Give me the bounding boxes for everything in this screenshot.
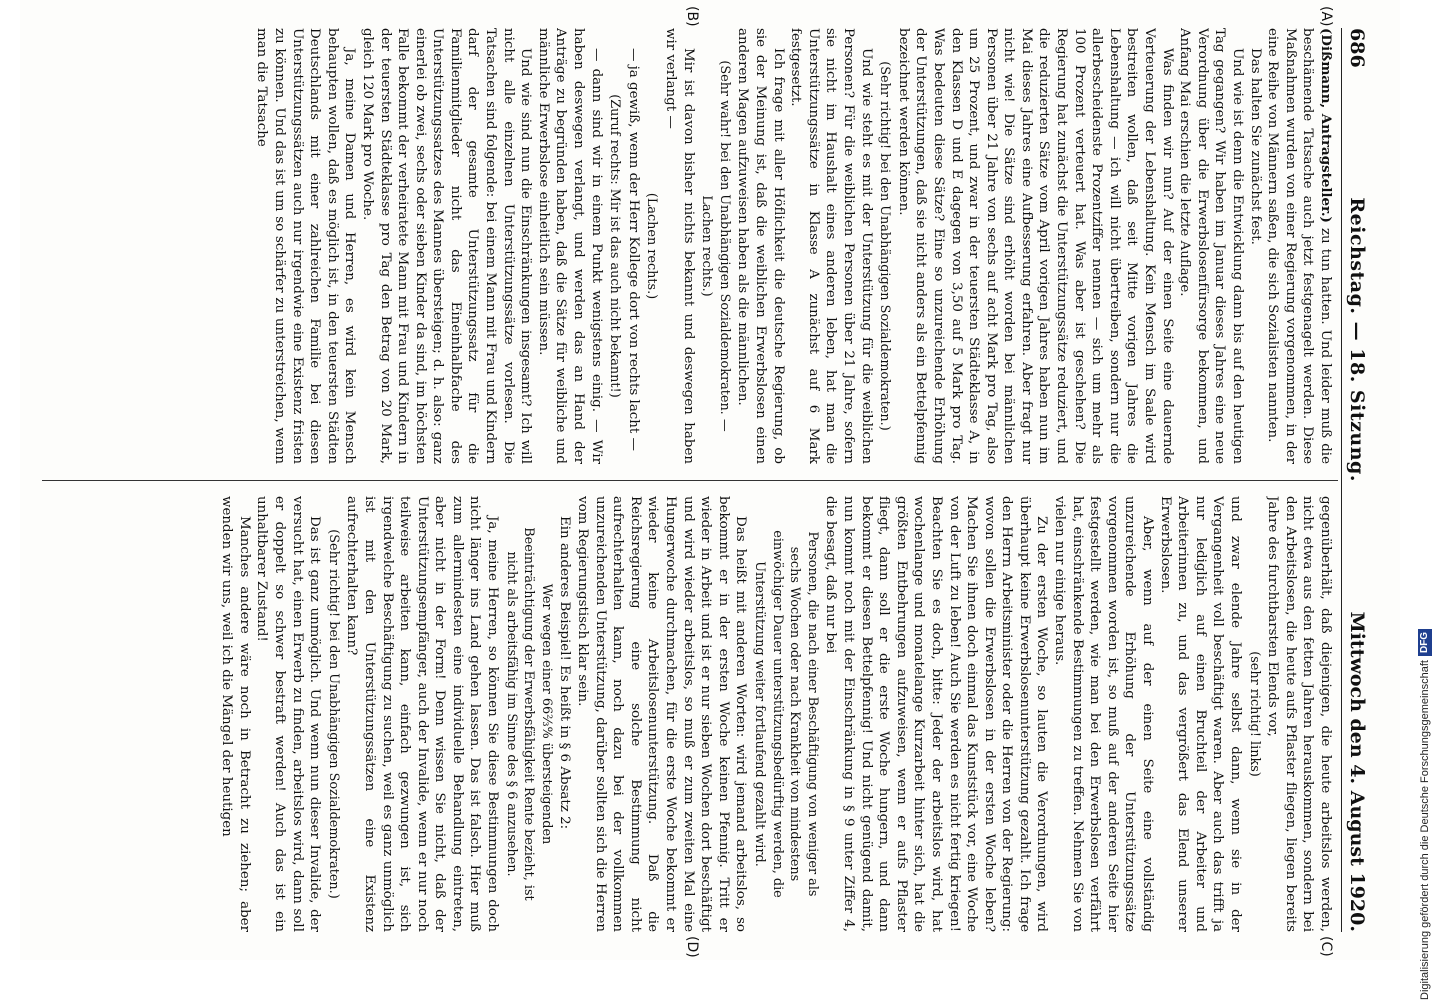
paragraph: Und wie ist denn die Entwicklung dann bis auf den heutigen Tag gegangen? Wir haben im Januar dieses Jahres eine neue Verordnung über die Erwerbslosenfürsorge bekommen, und Anfang Mai erschien die letzte Auflage. <box>1177 28 1246 464</box>
margin-marker-d: (D) <box>684 936 700 958</box>
margin-marker-a: (A) <box>1318 6 1334 27</box>
page-number: 686 <box>1346 28 1368 68</box>
column-divider <box>42 480 1338 481</box>
right-text-column <box>44 496 1334 932</box>
digitization-credit-strip <box>1412 0 1434 1000</box>
paragraph: Ja, meine Herren, so können Sie diese Bestimmungen doch nicht länger ins Land gehen lassen. Das ist falsch. Hier muß zum allermindesten eine individuelle Behandlung eintreten, aber nicht in der Form! Denn wissen Sie nicht, daß der Unterstützungsempfänger, auch der Invalide, wenn er nur noch teilweise arbeiten kann, einfach gezwungen ist, sich irgendwelche Beschäftigung zu suchen, weil es ganz unmöglich ist mit den Unterstützungssätzen eine Existenz aufrechterhalten kann? <box>344 496 501 932</box>
rotated-scanned-page <box>20 0 1400 960</box>
margin-marker-c: (C) <box>1318 936 1334 957</box>
paragraph: Das heißt mit anderen Worten: wird jemand arbeitslos, so bekommt er in der ersten Woche keinen Pfennig. Tritt er wieder in Arbeit und ist er nur sieben Wochen dort beschäftigt und wird wieder arbeitslos, so muß er zum zweiten Mal eine Hungerwoche durchmachen, für die erste Woche bekommt er wieder keine Arbeitslosenunterstützung. Daß die Reichsregierung eine solche Bestimmung nicht aufrechterhalten kann, noch dazu bei der vollkommen unzureichenden Unterstützung, darüber sollten sich die Herren vom Regierungstisch klar sein. <box>575 496 749 932</box>
session-date: Mittwoch den 4. August 1920. <box>1346 611 1368 932</box>
interjection: (Zuruf rechts: Mir ist das auch nicht bekannt!) <box>607 94 623 398</box>
dfg-logo: DFG <box>1418 629 1432 656</box>
paragraph: Und wie sind nun die Einschränkungen insgesamt? Ich will nicht alle einzelnen Unterstützungssätze vorlesen. Die Tatsachen sind folgende: bei einem Mann mit Frau und Kindern darf der gesamte Unterstützungssatz für die Familienmitglieder nicht das Eineinhalbfache des Unterstützungssatzes des Mannes übersteigen; d. h. also: ganz einerlei ob zwei, sechs oder sieben Kinder da sind, im höchsten Falle bekommt der verheiratete Mann mit Frau und Kindern in der teuersten Städteklasse pro Tag den Betrag von 20 Mark, gleich 120 Mark pro Woche. <box>359 28 534 464</box>
digitization-note: Digitalisierung gefördert durch die Deutsche Forschungsgemeinschaft <box>1419 660 1431 1000</box>
paragraph: Zu der ersten Woche, so lauten die Verordnungen, wird überhaupt keine Erwerbslosenunterstützung gezahlt. Ich frage den Herrn Arbeitsminister oder die Herren von der Regierung: wovon sollen die Erwerbslosen in der ersten Woche leben? Machen Sie ihnen doch einmal das Kunststück vor, eine Woche von der Luft zu leben! Auch Sie werden es nicht fertig kriegen! Beachten Sie es doch, bitte: Jeder der arbeitslos wird, hat wochenlange und monatelange Kurzarbeit hinter sich, hat die größten Entbehrungen aufzuweisen, wenn er aufs Pflaster fliegt, dann soll er die erste Woche hungern, und dann bekommt er diesen Bettelpfennig! Und nicht genügend damit, nun kommt noch mit der Einschränkung in § 9 unter Ziffer 4, die besagt, daß nur bei <box>823 496 1050 932</box>
paragraph: Ja, meine Damen und Herren, es wird kein Mensch behaupten wollen, daß es möglich ist, in den teuersten Städten Deutschlands mit einer zahlreichen Familie bei diesen Unterstützungssätzen auch nur irgendwie eine Existenz fristen zu können. Und das ist um so schärfer zu unterstreichen, wenn man die Tatsache <box>254 28 358 464</box>
paragraph-text: zu tun hatten. Und leider muß die beschämende Tatsache auch jetzt festgenagelt werden. Diese Maßnahmen wurden von einer Regierung vorgenommen, in der eine Reihe von Männern saßen, die sich Sozialisten nannten. <box>1265 28 1333 464</box>
paragraph: Aber, wenn auf der einen Seite eine vollständig unzureichende Erhöhung der Unterstützungssätze vorgenommen worden ist, so muß auf der anderen Seite hier festgestellt werden, wie man bei den Erwerbslosen verfährt hat, einschränkende Bestimmungen zu treffen. Nehmen Sie von vielen nur einige heraus. <box>1052 496 1156 932</box>
paragraph: — ja gewiß, wenn der Herr Kollege dort von rechts lacht — <box>625 48 641 451</box>
paragraph: und zwar elende Jahre selbst dann, wenn sie in der Vergangenheit voll beschäftigt waren. Aber auch das trifft ja nur lediglich auf einen Bruchteil der Arbeiter und Arbeiterinnen zu, und das vergrößert das Elend unserer Erwerbslosen. <box>1157 496 1244 932</box>
speaker-label: (Dißmann, Antragsteller.) <box>1318 28 1334 223</box>
interjection: Wer wegen einer 66⅔% übersteigenden Beeinträchtigung der Erwerbsfähigkeit Rente bezieht, ist nicht als arbeitsfähig im Sinne des § 6 anzusehen. <box>503 527 554 901</box>
margin-marker-b: (B) <box>684 6 700 27</box>
interjection: (Lachen rechts.) <box>644 192 660 300</box>
paragraph: Was finden wir nun? Auf der einen Seite eine dauernde Verteuerung der Lebenshaltung. Kein Mensch im Saale wird bestreiten wollen, daß seit Mitte vorigen Jahres die Lebenshaltung — ich will nicht übertreiben, sondern nur die allerbescheidenste Prozentziffer nennen — sich um mehr als 100 Prozent verteuert hat. Was aber ist geschehen? Die Regierung hat zunächst die Unterstützungssätze reduziert, und die reduzierten Sätze vom April vorigen Jahres haben nun im Mai dieses Jahres eine Aufbesserung erfahren. Aber fragt nur nicht wie! Die Sätze sind erhöht worden bei männlichen Personen über 21 Jahre von sechs auf acht Mark pro Tag, also um 25 Prozent, und zwar in der teuersten Städteklasse A, in den Klassen D und E dagegen von 3,50 auf 5 Mark pro Tag. Was bedeuten diese Sätze? Eine so unzureichende Erhöhung der Unterstützungen, daß sie nicht anders als ein Bettelpfennig bezeichnet werden können. <box>895 28 1175 464</box>
paragraph: Und wie steht es mit der Unterstützung für die weiblichen Personen? Für die weiblichen Personen über 21 Jahre, sofern sie nicht im Haushalt eines anderen leben, hat man die Unterstützungssätze in Klasse A zunächst auf 6 Mark festgesetzt. <box>788 28 874 464</box>
paragraph: Ich frage mit aller Höflichkeit die deutsche Regierung, ob sie der Meinung ist, daß die weiblichen Erwerbslosen einen anderen Magen aufzuweisen haben als die männlichen. <box>735 28 786 464</box>
interjection: (Sehr richtig! bei den Unabhängigen Sozialdemokraten.) <box>325 529 341 899</box>
paragraph: Manches andere wäre noch in Betracht zu ziehen; aber wenden wir uns, weil ich die Mängel der heutigen <box>219 496 252 932</box>
page-header <box>1341 28 1376 932</box>
paragraph: — dann sind wir in einem Punkt wenigstens einig. — Wir haben deswegen verlangt, und werden das an Hand der Anträge zu begründen haben, daß die Sätze für weibliche und männliche Erwerbslose einheitlich sein müssen. <box>535 28 604 464</box>
paragraph: Ein anderes Beispiel! Es heißt in § 6 Absatz 2: <box>557 516 573 830</box>
interjection: (sehr richtig! links) <box>1246 651 1262 777</box>
paragraph: Mir ist davon bisher nichts bekannt und deswegen haben wir verlangt — <box>663 28 696 464</box>
session-title: Reichstag. — 18. Sitzung. <box>1346 197 1368 482</box>
paragraph: Das halten Sie zunächst fest. <box>1247 48 1263 245</box>
left-text-column <box>44 28 1334 464</box>
interjection: Personen, die nach einer Beschäftigung von weniger als sechs Wochen oder nach Krankheit von mindestens einwöchiger Dauer unterstützungsbedürftig werden, die Unterstützung weiter fortlaufend gezahlt wird. <box>752 530 820 898</box>
interjection: (Sehr wahr! bei den Unabhängigen Sozialdemokraten. — Lachen rechts.) <box>699 60 732 432</box>
paragraph: gegenüberhält, daß diejenigen, die heute arbeitslos werden, nicht etwa aus den fetten Jahren herauskommen, sondern bei den Arbeitslosen, die heute aufs Pflaster fliegen, liegen bereits Jahre des furchtbarsten Elends vor, <box>1265 496 1333 932</box>
paragraph: Das ist ganz unmöglich. Und wenn nun dieser Invalide, der versucht hat, einen Erwerb zu finden, arbeitslos wird, dann soll er doppelt so schwer bestraft werden! Auch das ist ein unhaltbarer Zustand! <box>254 496 323 932</box>
interjection: (Sehr richtig! bei den Unabhängigen Sozialdemokraten.) <box>877 61 893 431</box>
paragraph <box>1264 28 1334 464</box>
